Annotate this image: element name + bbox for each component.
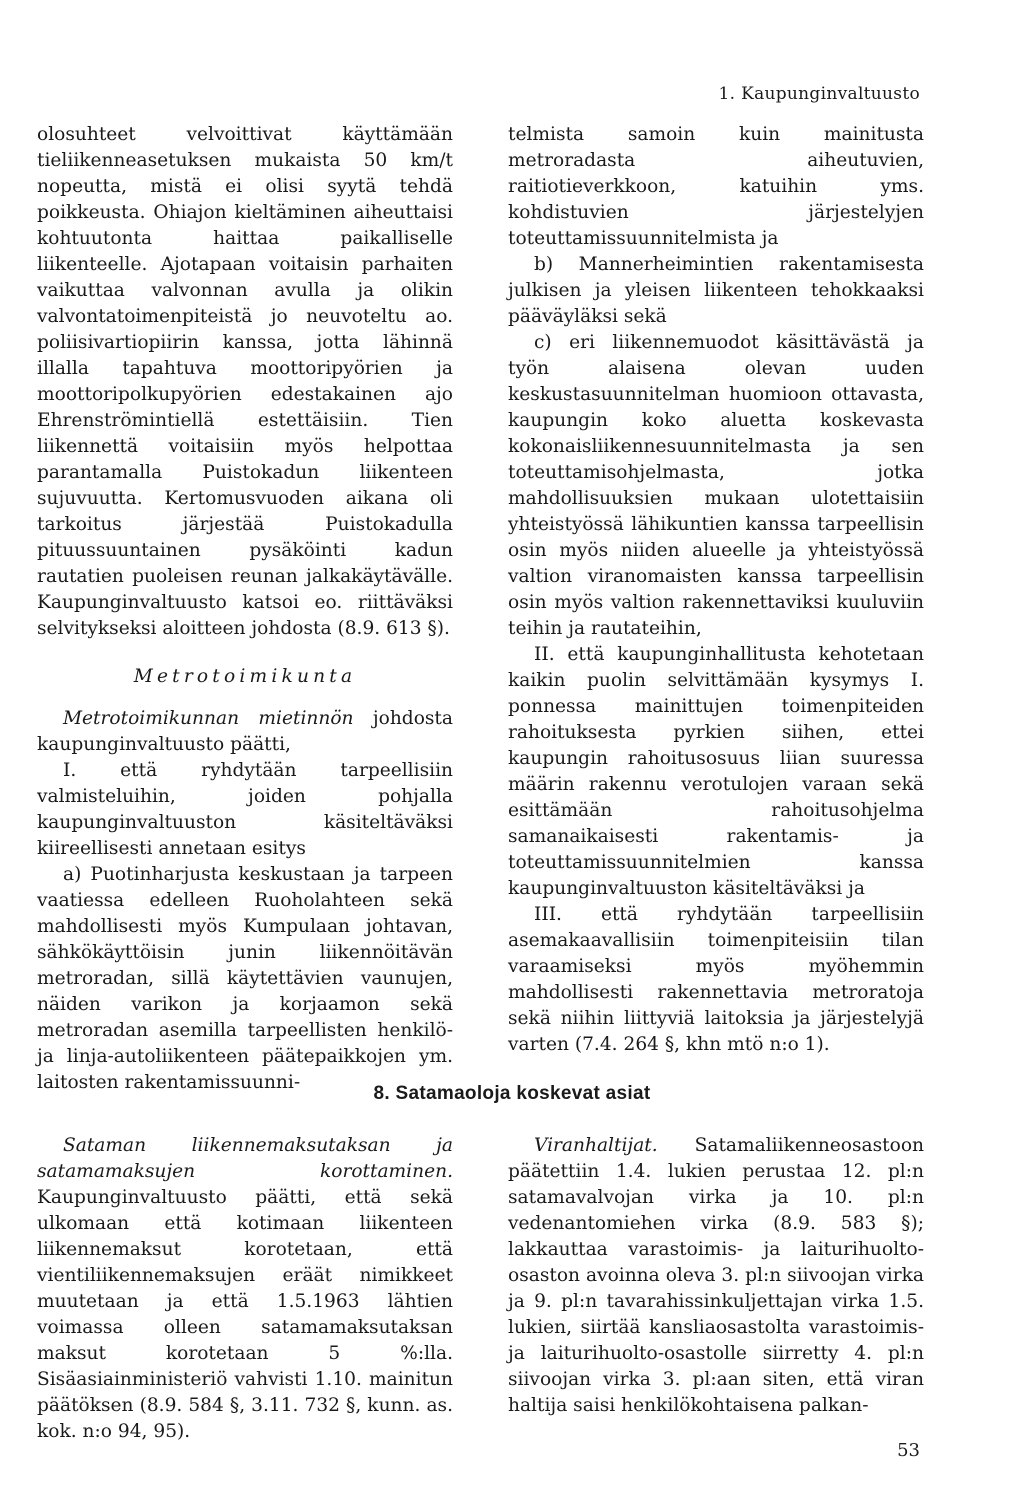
running-head: 1. Kaupunginvaltuusto <box>718 84 920 104</box>
paragraph-item-b: b) Mannerheimintien rakentamisesta julkisen ja yleisen liikenteen tehokkaaksi pääväyläksi sekä <box>508 254 924 327</box>
harbour-fees-text: Kaupunginvaltuusto päätti, että sekä ulkomaan että kotimaan liikenteen liikennemaksut korotetaan, että vientiliikennemaksujen eräät nimikkeet muutetaan ja että 1.5.1963 lähtien voimassa olleen satamamaksutaksan maksut korotetaan 5 %:lla. Sisäasiainministeriö vahvisti 1.10. mainitun päätöksen (8.9. 584 §, 3.11. 732 §, kunn. as. kok. n:o 94, 95). <box>37 1187 453 1442</box>
paragraph-harbour-fees <box>37 1133 453 1445</box>
officials-italic: Viranhaltijat. <box>534 1135 658 1156</box>
right-column-bottom <box>508 1133 924 1419</box>
subheading-metrotoimikunta: Metrotoimikunta <box>133 666 357 687</box>
harbour-fees-italic: Sataman liikennemaksutaksan ja satamamaksujen korottaminen. <box>37 1135 453 1182</box>
paragraph-traffic-speed: olosuhteet velvoittivat käyttämään tieliikenneasetuksen mukaista 50 km/t nopeutta, mistä ei olisi syytä tehdä poikkeusta. Ohiajon kieltäminen aiheuttaisi kohtuutonta haittaa paikalliselle liikenteelle. Ajotapaan voitaisin parhaiten vaikuttaa valvonnan avulla ja olikin valvontatoimenpiteistä jo neuvoteltu ao. poliisivartiopiirin kanssa, jotta lähinnä illalla tapahtuva moottoripyörien ja moottoripolkupyörien edestakainen ajo Ehrenströmintiellä estettäisiin. Tien liikennettä voitaisiin myös helpottaa parantamalla Puistokadun liikenteen sujuvuutta. Kertomusvuoden aikana oli tarkoitus järjestää Puistokadulla pituussuuntainen pysäköinti kadun rautatien puoleisen reunan jalkakäytävälle. Kaupunginvaltuusto katsoi eo. riittäväksi selvitykseksi aloitteen johdosta (8.9. 613 §). <box>37 124 453 639</box>
paragraph-continuation: telmista samoin kuin mainitusta metroradasta aiheutuvien, raitiotieverkkoon, katuihin yms. kohdistuvien järjestelyjen toteuttamissuunnitelmista ja <box>508 124 924 249</box>
paragraph-officials <box>508 1133 924 1419</box>
paragraph-metro-intro <box>37 706 453 758</box>
left-column-top <box>37 122 453 1096</box>
metro-intro-text: johdosta kaupunginvaltuusto päätti, <box>37 708 453 755</box>
paragraph-decision-iii: III. että ryhdytään tarpeellisiin asemakaavallisiin toimenpiteisiin tilan varaamiseksi myös myöhemmin mahdollisesti rakennettavia metroratoja sekä niihin liittyviä laitoksia ja järjestelyjä varten (7.4. 264 §, khn mtö n:o 1). <box>508 904 924 1055</box>
paragraph-decision-i: I. että ryhdytään tarpeellisiin valmisteluihin, joiden pohjalla kaupunginvaltuuston käsiteltäväksi kiireellisesti annetaan esitys <box>37 760 453 859</box>
paragraph-item-c: c) eri liikennemuodot käsittävästä ja työn alaisena olevan uuden keskustasuunnitelman huomioon ottavasta, kaupungin koko aluetta koskevasta kokonaisliikennesuunnitelmasta ja sen toteuttamisohjelmasta, jotka mahdollisuuksien mukaan ulotettaisiin yhteistyössä lähikuntien kanssa tarpeellisin osin myös niiden alueelle ja yhteistyössä valtion viranomaisten kanssa tarpeellisin osin myös valtion rakennettaviksi kuuluviin teihin ja rautateihin, <box>508 332 924 639</box>
page-number: 53 <box>897 1440 920 1461</box>
section-heading: 8. Satamaoloja koskevat asiat <box>373 1083 651 1104</box>
metro-committee-italic: Metrotoimikunnan mietinnön <box>63 708 354 729</box>
paragraph-decision-ii: II. että kaupunginhallitusta kehotetaan kaikin puolin selvittämään kysymys I. ponnessa mainittujen toimenpiteiden rahoituksesta pyrkien siihen, ettei kaupungin rahoitusosuus liian suuressa määrin rakennu verotulojen varaan sekä esittämään rahoitusohjelma samanaikaisesti rakentamis- ja toteuttamissuunnitelmien kanssa kaupunginvaltuuston käsiteltäväksi ja <box>508 644 924 899</box>
left-column-bottom <box>37 1133 453 1445</box>
officials-text: Satamaliikenneosastoon päätettiin 1.4. lukien perustaa 12. pl:n satamavalvojan virka ja 10. pl:n vedenantomiehen virka (8.9. 583 §); lakkauttaa varastoimis- ja laiturihuolto-osaston avoinna oleva 3. pl:n siivoojan virka ja 9. pl:n tavarahissinkuljettajan virka 1.5. lukien, siirtää kansliaosastolta varastoimis- ja laiturihuolto-osastolle siirretty 4. pl:n siivoojan virka 3. pl:aan siten, että viran haltija saisi henkilökohtaisena palkan- <box>508 1135 924 1416</box>
paragraph-item-a: a) Puotinharjusta keskustaan ja tarpeen vaatiessa edelleen Ruoholahteen sekä mahdollisesti myös Kumpulaan johtavan, sähkökäyttöisin junin liikennöitävän metroradan, sillä käytettävien vaunujen, näiden varikon ja korjaamon sekä metroradan asemilla tarpeellisten henkilö- ja linja-autoliikenteen päätepaikkojen ym. laitosten rakentamissuunni- <box>37 864 453 1093</box>
right-column-top <box>508 122 924 1058</box>
